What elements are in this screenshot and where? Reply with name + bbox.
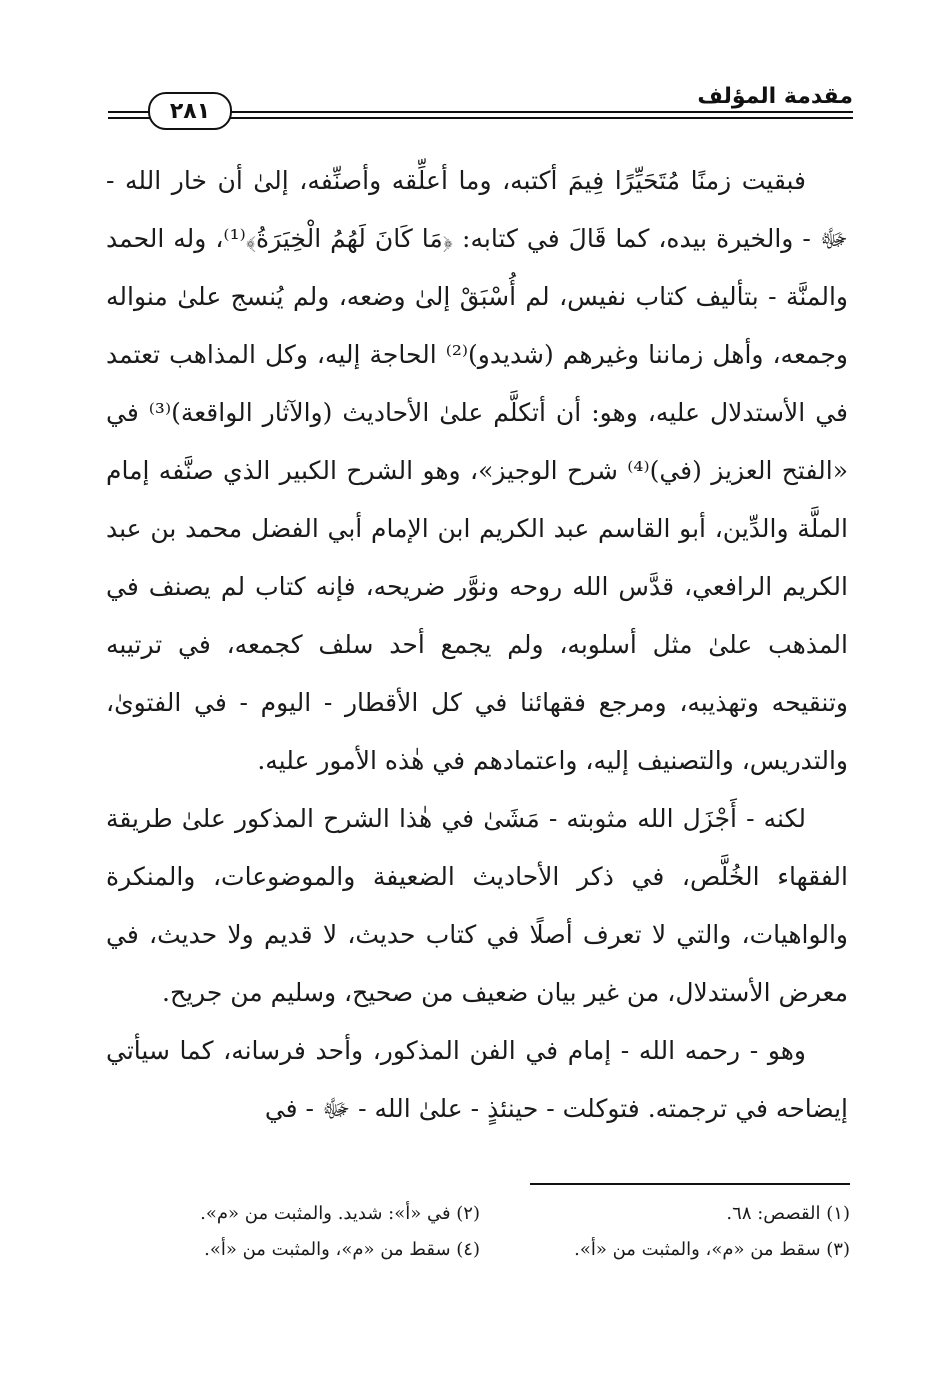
running-header	[108, 80, 853, 130]
paragraph: وهو - رحمه الله - إمام في الفن المذكور، وأحد فرسانه، كما سيأتي إيضاحه في ترجمته. فتوكلت - حينئذٍ - علىٰ الله - ﷻ - في	[106, 1036, 848, 1123]
footnote-3: (٣) سقط من «م»، والمثبت من «أ».	[574, 1239, 850, 1260]
paragraph: لكنه - أَجْزَل الله مثوبته - مَشَىٰ في هٰذا الشرح المذكور علىٰ طريقة الفقهاء الخُلَّص، في ذكر الأحاديث الضعيفة والموضوعات، والمنكرة والواهيات، والتي لا تعرف أصلًا في كتاب حديث، لا قديم ولا حديث، في معرض الأستدلال، من غير بيان ضعيف من صحيح، وسليم من جريح.	[106, 804, 848, 1007]
footnote-2: (٢) في «أ»: شديد. والمثبت من «م».	[200, 1203, 480, 1224]
paragraph: فبقيت زمنًا مُتَحَيِّرًا فِيمَ أكتبه، وما أعلِّقه وأصنِّفه، إلىٰ أن خار الله - ﷻ - والخيرة بيده، كما قَالَ في كتابه: ﴿مَا كَانَ لَهُمُ الْخِيَرَةُ﴾⁽¹⁾، وله الحمد والمنَّة - بتأليف كتاب نفيس، لم أُسْبَقْ إلىٰ وضعه، ولم يُنسج علىٰ منواله وجمعه، وأهل زماننا وغيرهم (شديدو)⁽²⁾ الحاجة إليه، وكل المذاهب تعتمد في الأستدلال عليه، وهو: أن أتكلَّم علىٰ الأحاديث (والآثار الواقعة)⁽³⁾ في «الفتح العزيز (في)⁽⁴⁾ شرح الوجيز»، وهو الشرح الكبير الذي صنَّفه إمام الملَّة والدِّين، أبو القاسم عبد الكريم ابن الإمام أبي الفضل محمد بن عبد الكريم الرافعي، قدَّس الله روحه ونوَّر ضريحه، فإنه كتاب لم يصنف في المذهب علىٰ مثل أسلوبه، ولم يجمع أحد سلف كجمعه، في ترتيبه وتنقيحه وتهذيبه، ومرجع فقهائنا في كل الأقطار - اليوم - في الفتوىٰ، والتدريس، والتصنيف إليه، واعتمادهم في هٰذه الأمور عليه.	[106, 166, 848, 775]
footnote-1: (١) القصص: ٦٨.	[726, 1203, 850, 1224]
footnote-4: (٤) سقط من «م»، والمثبت من «أ».	[204, 1239, 480, 1260]
page-number: ٢٨١	[148, 92, 232, 130]
main-text	[106, 152, 848, 1138]
chapter-title: مقدمة المؤلف	[697, 84, 853, 109]
footnote-separator	[530, 1183, 850, 1185]
footnotes	[110, 1196, 850, 1268]
